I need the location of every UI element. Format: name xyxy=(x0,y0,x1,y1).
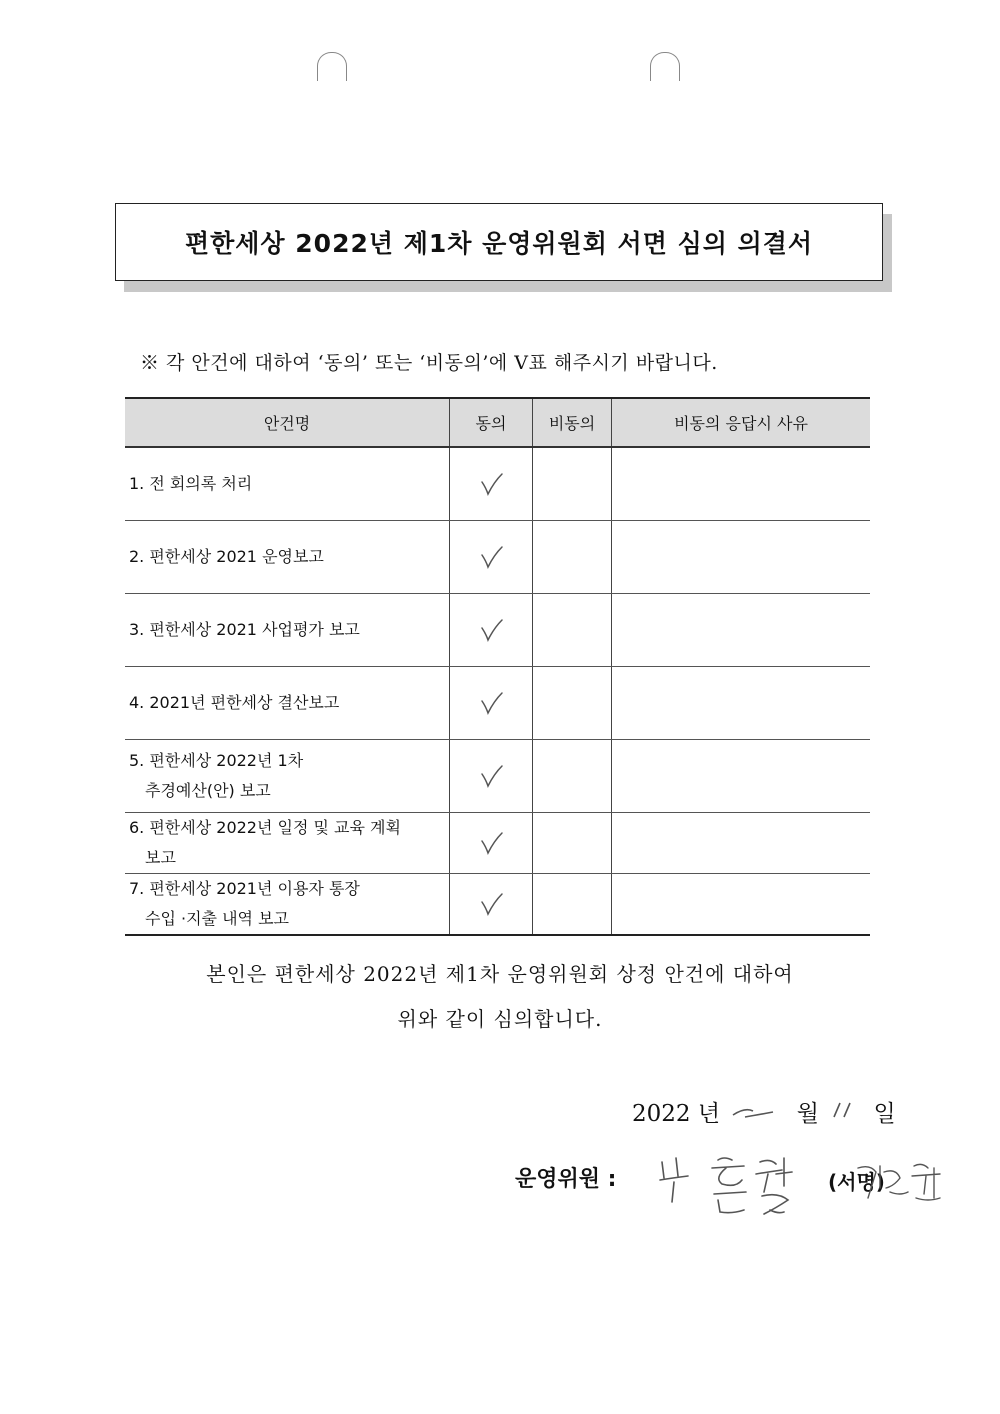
disagree-cell[interactable] xyxy=(533,739,612,812)
header-agenda-name: 안건명 xyxy=(125,398,450,447)
disagree-reason-cell[interactable] xyxy=(612,593,871,666)
closing-statement-line1: 본인은 편한세상 2022년 제1차 운영위원회 상정 안건에 대하여 xyxy=(206,962,794,986)
table-row xyxy=(125,520,870,593)
agenda-item-name xyxy=(125,739,450,812)
check-mark-icon xyxy=(476,543,506,571)
disagree-reason-cell[interactable] xyxy=(612,873,871,935)
agenda-item-name xyxy=(125,873,450,935)
check-mark-icon xyxy=(476,616,506,644)
header-disagree: 비동의 xyxy=(533,398,612,447)
table-row xyxy=(125,447,870,520)
handwritten-signature-name xyxy=(652,1150,802,1230)
header-agree: 동의 xyxy=(450,398,533,447)
date-month-unit: 월 xyxy=(796,1101,819,1127)
agenda-item-name xyxy=(125,447,450,520)
agenda-item-name xyxy=(125,593,450,666)
check-mark-icon xyxy=(476,829,506,857)
disagree-cell[interactable] xyxy=(533,812,612,873)
agree-cell[interactable] xyxy=(450,812,533,873)
seal-label: (서명) xyxy=(828,1170,885,1194)
date-year: 2022 xyxy=(632,1101,691,1127)
disagree-reason-cell[interactable] xyxy=(612,812,871,873)
closing-statement-line2: 위와 같이 심의합니다. xyxy=(397,1007,603,1031)
check-mark-icon xyxy=(476,890,506,918)
agenda-item-line: 보고 xyxy=(145,847,176,867)
table-row xyxy=(125,593,870,666)
check-mark-icon xyxy=(476,470,506,498)
agree-cell[interactable] xyxy=(450,666,533,739)
date-month-handwritten xyxy=(727,1101,789,1127)
handwritten-seal-signature xyxy=(850,1158,950,1208)
disagree-cell[interactable] xyxy=(533,447,612,520)
agree-cell[interactable] xyxy=(450,593,533,666)
agenda-item-line: 수입 ·지출 내역 보고 xyxy=(145,908,289,928)
agenda-item-name xyxy=(125,666,450,739)
agenda-item-line: 4. 2021년 편한세상 결산보고 xyxy=(129,692,340,712)
agenda-item-line: 2. 편한세상 2021 운영보고 xyxy=(129,546,324,566)
table-row xyxy=(125,812,870,873)
table-row xyxy=(125,739,870,812)
agree-cell[interactable] xyxy=(450,873,533,935)
agenda-rows xyxy=(125,447,870,935)
agenda-item-line: 7. 편한세상 2021년 이용자 통장 xyxy=(129,878,360,898)
disagree-cell[interactable] xyxy=(533,520,612,593)
document-title: 편한세상 2022년 제1차 운영위원회 서면 심의 의결서 xyxy=(115,203,883,281)
date-day-handwritten xyxy=(826,1099,866,1127)
table-row xyxy=(125,873,870,935)
disagree-cell[interactable] xyxy=(533,873,612,935)
disagree-reason-cell[interactable] xyxy=(612,666,871,739)
table-header-row xyxy=(125,398,870,447)
agenda-item-line: 6. 편한세상 2022년 일정 및 교육 계획 xyxy=(129,817,401,837)
check-mark-icon xyxy=(476,689,506,717)
disagree-reason-cell[interactable] xyxy=(612,739,871,812)
header-reason: 비동의 응답시 사유 xyxy=(612,398,871,447)
agree-cell[interactable] xyxy=(450,739,533,812)
disagree-reason-cell[interactable] xyxy=(612,520,871,593)
table-row xyxy=(125,666,870,739)
agree-cell[interactable] xyxy=(450,520,533,593)
disagree-reason-cell[interactable] xyxy=(612,447,871,520)
agenda-table xyxy=(125,397,870,936)
disagree-cell[interactable] xyxy=(533,593,612,666)
agenda-item-name xyxy=(125,520,450,593)
agenda-item-line: 1. 전 회의록 처리 xyxy=(129,473,253,493)
agenda-item-name xyxy=(125,812,450,873)
agenda-item-line: 5. 편한세상 2022년 1차 xyxy=(129,750,304,770)
agree-cell[interactable] xyxy=(450,447,533,520)
date-line xyxy=(632,1095,896,1128)
date-year-unit: 년 xyxy=(697,1101,721,1127)
agenda-item-line: 3. 편한세상 2021 사업평가 보고 xyxy=(129,619,360,639)
punch-hole-left xyxy=(317,52,347,81)
signature-label: 운영위원 : xyxy=(515,1167,617,1192)
date-day-unit: 일 xyxy=(873,1101,896,1127)
agenda-item-line: 추경예산(안) 보고 xyxy=(145,780,271,800)
punch-hole-right xyxy=(650,52,680,81)
instruction-notice: ※ 각 안건에 대하여 ‘동의’ 또는 ‘비동의’에 V표 해주시기 바랍니다. xyxy=(140,352,718,374)
check-mark-icon xyxy=(476,762,506,790)
disagree-cell[interactable] xyxy=(533,666,612,739)
